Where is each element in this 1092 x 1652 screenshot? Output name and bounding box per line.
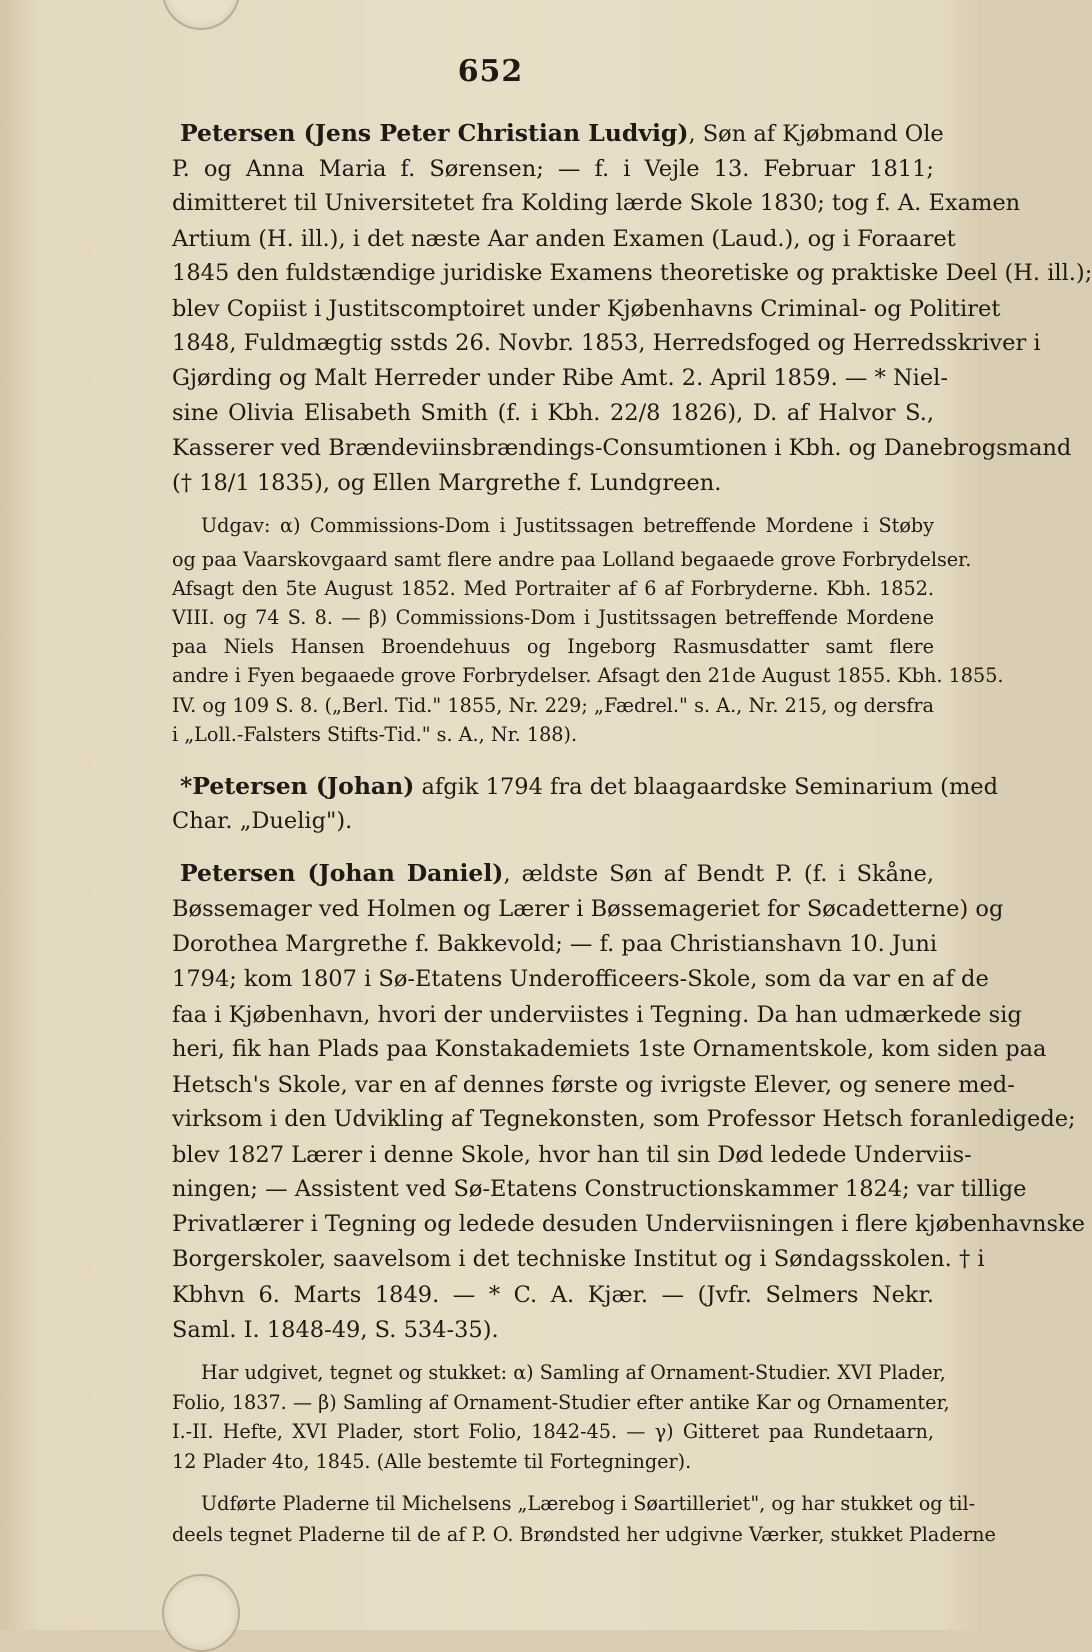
text-line: Gjørding og Malt Herreder under Ribe Amt. 2. April 1859. — * Niel- xyxy=(172,365,948,391)
text-line: virksom i den Udvikling af Tegnekonsten, som Professor Hetsch foranledigede; xyxy=(172,1106,1076,1132)
page-number: 652 xyxy=(457,54,524,89)
text-line: Udgav: α) Commissions-Dom i Justitssagen betreffende Mordene i Støby xyxy=(201,514,934,537)
text-line: og paa Vaarskovgaard samt flere andre paa Lolland begaaede grove Forbrydelser. xyxy=(172,548,972,571)
text-line: VIII. og 74 S. 8. — β) Commissions-Dom i Justitssagen betreffende Mordene xyxy=(172,606,934,629)
entry-heading: Petersen (Johan Daniel) xyxy=(180,859,504,887)
text-line: Saml. I. 1848-49, S. 534-35). xyxy=(172,1317,499,1343)
text-line: Udførte Pladerne til Michelsens „Lærebog i Søartilleriet", og har stukket og til- xyxy=(201,1492,976,1515)
text-line: heri, fik han Plads paa Konstakademiets 1ste Ornamentskole, kom siden paa xyxy=(172,1036,1047,1062)
text-line: I.-II. Hefte, XVI Plader, stort Folio, 1842-45. — γ) Gitteret paa Rundetaarn, xyxy=(172,1420,934,1443)
entry-heading: *Petersen (Johan) xyxy=(180,772,415,800)
text-line: 1848, Fuldmægtig sstds 26. Novbr. 1853, Herredsfoged og Herredsskriver i xyxy=(172,330,1041,356)
text-line: Privatlærer i Tegning og ledede desuden Underviisningen i flere kjøbenhavnske xyxy=(172,1211,1085,1237)
entry-heading: Petersen (Jens Peter Christian Ludvig) xyxy=(180,119,689,147)
text-line: Afsagt den 5te August 1852. Med Portraiter af 6 af Forbryderne. Kbh. 1852. xyxy=(172,577,934,600)
text-line: Kasserer ved Brændeviinsbrændings-Consumtionen i Kbh. og Danebrogsmand xyxy=(172,435,1072,461)
text-line xyxy=(180,859,934,887)
text-line: faa i Kjøbenhavn, hvori der underviistes i Tegning. Da han udmærkede sig xyxy=(172,1002,1022,1028)
text-line: paa Niels Hansen Broendehuus og Ingeborg Rasmusdatter samt flere xyxy=(172,635,934,658)
text-line: Hetsch's Skole, var en af dennes første og ivrigste Elever, og senere med- xyxy=(172,1072,1015,1098)
text-line: IV. og 109 S. 8. („Berl. Tid." 1855, Nr. 229; „Fædrel." s. A., Nr. 215, og dersfra xyxy=(172,694,934,717)
text-line xyxy=(180,119,944,147)
entry-text: , Søn af Kjøbmand Ole xyxy=(688,121,944,147)
text-line: Kbhvn 6. Marts 1849. — * C. A. Kjær. — (Jvfr. Selmers Nekr. xyxy=(172,1282,934,1308)
entry-text: , ældste Søn af Bendt P. (f. i Skåne, xyxy=(503,861,934,887)
text-line: andre i Fyen begaaede grove Forbrydelser. Afsagt den 21de August 1855. Kbh. 1855. xyxy=(172,664,1004,687)
text-line: sine Olivia Elisabeth Smith (f. i Kbh. 22/8 1826), D. af Halvor S., xyxy=(172,400,934,426)
text-line: Borgerskoler, saavelsom i det techniske Institut og i Søndagsskolen. † i xyxy=(172,1246,985,1272)
text-line: Folio, 1837. — β) Samling af Ornament-Studier efter antike Kar og Ornamenter, xyxy=(172,1391,950,1414)
text-line: dimitteret til Universitetet fra Kolding lærde Skole 1830; tog f. A. Examen xyxy=(172,190,1021,216)
text-line: blev 1827 Lærer i denne Skole, hvor han til sin Død ledede Underviis- xyxy=(172,1142,972,1168)
text-line: († 18/1 1835), og Ellen Margrethe f. Lundgreen. xyxy=(172,470,722,496)
binding-hole-bottom xyxy=(162,1574,240,1652)
text-line: blev Copiist i Justitscomptoiret under Kjøbenhavns Criminal- og Politiret xyxy=(172,296,1001,322)
entry-text: afgik 1794 fra det blaagaardske Seminarium (med xyxy=(414,774,999,800)
text-line: P. og Anna Maria f. Sørensen; — f. i Vejle 13. Februar 1811; xyxy=(172,156,934,182)
text-line: ningen; — Assistent ved Sø-Etatens Constructionskammer 1824; var tillige xyxy=(172,1176,1027,1202)
text-line: Har udgivet, tegnet og stukket: α) Samling af Ornament-Studier. XVI Plader, xyxy=(201,1361,946,1384)
binding-hole-top xyxy=(162,0,240,30)
text-line: Char. „Duelig"). xyxy=(172,808,353,834)
text-line: Dorothea Margrethe f. Bakkevold; — f. paa Christianshavn 10. Juni xyxy=(172,931,938,957)
text-line: Bøssemager ved Holmen og Lærer i Bøssemageriet for Søcadetterne) og xyxy=(172,896,1004,922)
text-line: Artium (H. ill.), i det næste Aar anden Examen (Laud.), og i Foraaret xyxy=(172,226,956,252)
text-line: deels tegnet Pladerne til de af P. O. Brøndsted her udgivne Værker, stukket Pladerne xyxy=(172,1523,996,1546)
text-line: 1794; kom 1807 i Sø-Etatens Underofficeers-Skole, som da var en af de xyxy=(172,966,989,992)
text-line: 12 Plader 4to, 1845. (Alle bestemte til Fortegninger). xyxy=(172,1450,692,1473)
text-line: i „Loll.-Falsters Stifts-Tid." s. A., Nr. 188). xyxy=(172,723,578,746)
text-line: 1845 den fuldstændige juridiske Examens theoretiske og praktiske Deel (H. ill.); xyxy=(172,260,1092,286)
text-line xyxy=(180,772,999,800)
